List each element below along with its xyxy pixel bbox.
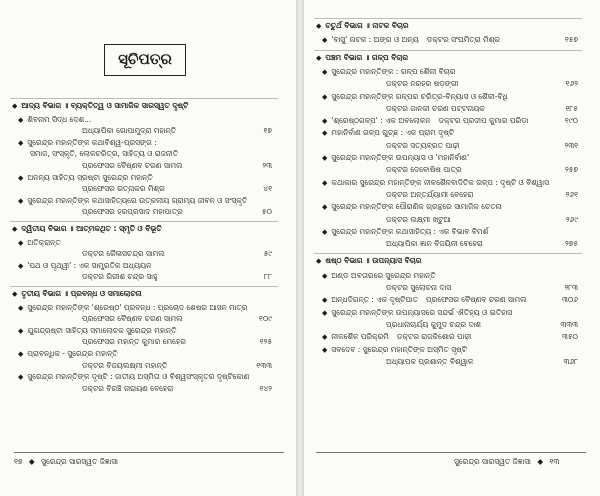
- entry-title: ଅନନ୍ୟ ସାହିତ୍ୟ ସ୍ରଷ୍ଟା ସୁରେନ୍ଦ୍ର ମହାନ୍ତି: [27, 172, 153, 182]
- entry-author: ଡକ୍ଟର ସଂଘମିତ୍ରା ମିଶ୍ର: [426, 35, 500, 45]
- diamond-bullet-icon: ◆: [18, 238, 24, 247]
- page-number: ୩୩୩: [560, 319, 578, 329]
- section-heading: [12, 289, 142, 299]
- entry-title: 'ଶ୍ରେଷ୍ଠଗଳ୍ପ' : ଏକ ଅବଲୋକନ: [331, 116, 431, 126]
- page-number: ୧୪୨: [259, 383, 272, 393]
- page-number: ୨୮୩: [564, 283, 578, 292]
- page-number: ୫୦: [261, 207, 272, 217]
- entry-title: ଶିବନାମ ସିଦ୍ଧ ଦେଶ...: [27, 114, 92, 124]
- entry-title: ସୁରେନ୍ଦ୍ର ମହାନ୍ତିଙ୍କ : ଗଳ୍ପ ଶୈଳୀ ବିଚାର: [331, 66, 456, 76]
- toc-entry-title: [322, 153, 469, 163]
- entry-title: ମହାନିର୍ବାଣ ଗଳ୍ପ ଗୁଚ୍ଛ : ଏକ ପ୍ରାମ ଦୃଷ୍ଟି: [331, 128, 455, 138]
- toc-entry-title: [18, 115, 91, 125]
- toc-entry-title: [322, 128, 454, 138]
- toc-entry-title: [322, 271, 436, 281]
- page-number: ୩୦୬: [561, 295, 578, 305]
- section-title: ଷଷ୍ଠ ବିଭାଗ ॥ ଉପନ୍ୟାସ ବିଚାର: [325, 256, 422, 266]
- entry-title: ସୁରେନ୍ଦ୍ର ମହାନ୍ତିଙ୍କ ଗଳ୍ପର ଚରିତ୍ର-ବିନ୍ୟାସ ଓ ଶୈଳୀ-ବିଧି: [331, 91, 508, 101]
- section-heading: [316, 53, 408, 63]
- page-number: ୫୯: [263, 249, 272, 259]
- toc-entry-title: [18, 196, 247, 206]
- diamond-bullet-icon: ◆: [322, 92, 328, 101]
- entry-author: ଡକ୍ଟର ସୁଲୋଚନା ଦାସ: [386, 283, 452, 292]
- page-number: ୨୩: [262, 161, 272, 170]
- entry-author: ଡକ୍ଟର ସତ୍ୟବ୍ରତ ପାଢ଼ୀ: [386, 140, 460, 150]
- entry-author: ଡକ୍ଟର ଦେବୋଷିଷ ପାତ୍ର: [386, 165, 462, 175]
- entry-title: ଅଣ୍ଡ ଅବତାରରେ ସୁରେନ୍ଦ୍ର ମହାନ୍ତି: [331, 270, 436, 280]
- diamond-bullet-icon: ◆: [18, 115, 24, 124]
- toc-entry-title: [322, 202, 502, 212]
- diamond-bullet-icon: ◆: [12, 102, 18, 110]
- section-rule: [314, 253, 582, 254]
- entry-title: ସୁରେନ୍ଦ୍ର ମହାନ୍ତିଙ୍କ କଥାବିଶ୍ୱ-ପ୍ରସଙ୍ଗ :: [27, 137, 157, 147]
- left-footer-rule: [14, 452, 284, 453]
- left-running-title: ସୁରେନ୍ଦ୍ର ସାରସ୍ୱତ ଜିଜ୍ଞାସା: [41, 457, 118, 466]
- page-number: ୮୮: [264, 272, 272, 282]
- section-rule: [10, 286, 278, 287]
- page-number: ୧୭: [263, 126, 272, 136]
- entry-title: କଥାକାର ସୁରେନ୍ଦ୍ର ମହାନ୍ତିଙ୍କ ନୀଳଶୈଳବାଦିତିକ ଗଳ୍ପ : ଦୃଷ୍ଟି ଓ ବିଶ୍ୱାସ: [331, 177, 550, 187]
- footer-bullet: ◆: [537, 457, 544, 466]
- toc-entry-title: [18, 303, 247, 313]
- section-rule: [10, 221, 278, 222]
- section-heading: [12, 224, 162, 234]
- entry-author: ପ୍ରଫେସର ମହାନ୍ତ କୁମାର ମେହେର: [82, 337, 186, 347]
- diamond-bullet-icon: ◆: [316, 53, 322, 62]
- diamond-bullet-icon: ◆: [322, 296, 328, 305]
- entry-author: ଅଧ୍ୟାପିକା ଗୋପାମୁଦ୍ରା ମହାନ୍ତି: [82, 126, 177, 136]
- toc-entry-title: [18, 138, 157, 148]
- page-number: ୨୩୧: [564, 140, 578, 150]
- page-number: ୨୫୭: [564, 165, 578, 175]
- entry-author: ପ୍ରଫେସର ବୈଷ୍ଣବ ଚରଣ ସାମଲ: [426, 295, 527, 305]
- section-heading: [12, 101, 188, 111]
- toc-entry-title: [322, 295, 527, 305]
- diamond-bullet-icon: ◆: [322, 227, 328, 236]
- diamond-bullet-icon: ◆: [322, 178, 328, 187]
- toc-entry-title: [18, 326, 176, 336]
- diamond-bullet-icon: ◆: [18, 138, 24, 147]
- entry-author: ଅଧ୍ୟାପିକା ଜ୍ଞାନ ବିଜୟିନୀ ବେହେରା: [386, 239, 483, 249]
- diamond-bullet-icon: ◆: [18, 373, 24, 382]
- page-number: ୧୩୩: [256, 360, 272, 370]
- diamond-bullet-icon: ◆: [18, 173, 24, 182]
- footer-bullet: ◆: [28, 457, 35, 466]
- section-rule: [10, 98, 278, 99]
- entry-title: ସୁରେନ୍ଦ୍ର ମହାନ୍ତିଙ୍କ 'ଶ୍ରେଷ୍ଠ' ପ୍ରବନ୍ଧ : ପ୍ରଚୋଦ ଶେଷର ଆସନ ମାତ୍ର: [27, 302, 248, 312]
- entry-author: ପ୍ରଫେସର ରତ୍ନାକର ମିଶ୍ର: [82, 184, 165, 194]
- left-page: [0, 0, 296, 496]
- page-number: ୧୬୨: [565, 79, 578, 89]
- toc-entry-title: [322, 332, 471, 342]
- entry-author: ଡକ୍ଟର ରାଜକିଶୋର ପାଢ଼ୀ: [396, 332, 472, 342]
- diamond-bullet-icon: ◆: [12, 290, 18, 298]
- entry-title: ସୁରେନ୍ଦ୍ର ମହାନ୍ତିଙ୍କ ଉପନ୍ୟାସରେ ସନ୍ଦର୍ଭ ଐତିହ୍ୟ ଓ ଇତିହାସ: [331, 307, 513, 317]
- right-footer: [454, 457, 559, 467]
- diamond-bullet-icon: ◆: [18, 326, 24, 335]
- page-number: ୨୬୧: [565, 189, 578, 199]
- page-number: ୧୦୯: [258, 314, 272, 324]
- entry-subtitle: ସମାଜ, ସଂସ୍କୃତି, ଲୋକଚରିତ୍ର, ସାହିତ୍ୟ ଓ ରାଜନୀତି: [30, 149, 179, 159]
- toc-entry-title: [18, 349, 118, 359]
- entry-title: ସୁରେନ୍ଦ୍ର ମହାନ୍ତିଙ୍କ ପୌରାଣିକ ଗ୍ରନ୍ଥରେ ସାମାଜିକ ଚେତନା: [331, 202, 502, 212]
- entry-author: ଅଧ୍ୟାପକ ପ୍ରଶାନ୍ତ ବିଶ୍ୱାଳ: [386, 356, 474, 366]
- section-title: ଦ୍ୱିତୀୟ ବିଭାଗ ॥ ଆତ୍ମକଥିତ : ସ୍ମୃତି ଓ ବିଭୂତି: [21, 224, 162, 233]
- page-number: ୩୫୦: [561, 332, 578, 342]
- left-page-number: ୧୭: [14, 457, 23, 466]
- entry-title: ଅତିକ୍ରାନ୍ତ: [27, 237, 61, 247]
- entry-author: ଡକ୍ଟର ନରହର ଷଡ଼ଙ୍ଗୀ: [386, 79, 459, 89]
- entry-author: ଡକ୍ଟର ଅନ୍ତର୍ଯ୍ୟାମୀ ବେହେରା: [386, 189, 474, 199]
- toc-entry-title: [18, 372, 249, 382]
- toc-entry-title: [322, 308, 512, 318]
- diamond-bullet-icon: ◆: [322, 345, 328, 354]
- entry-title: ସବଦେବ : ସୁରେନ୍ଦ୍ର ମହାନ୍ତିଙ୍କ ଅସ୍ମିତ ସୃଷ୍ଟି: [331, 344, 467, 354]
- diamond-bullet-icon: ◆: [322, 333, 328, 342]
- diamond-bullet-icon: ◆: [322, 67, 328, 76]
- entry-author: ଡକ୍ଟର ଲକ୍ଷ୍ମୀ ଖଟୁଆ: [386, 214, 451, 224]
- entry-title: ନୀଳଶୈଳ ପରିକ୍ରମି: [331, 332, 389, 342]
- page-number: ୧୯୦: [564, 116, 578, 126]
- diamond-bullet-icon: ◆: [322, 36, 328, 45]
- entry-title: ସୁରେନ୍ଦ୍ର ମହାନ୍ତିଙ୍କ ଉପନ୍ୟାସ ଓ 'ମହାନିର୍ବାଣ': [331, 153, 470, 162]
- diamond-bullet-icon: ◆: [18, 196, 24, 205]
- right-page: [304, 0, 600, 496]
- right-footer-rule: [316, 452, 586, 453]
- diamond-bullet-icon: ◆: [18, 350, 24, 358]
- entry-title: ସୁରେନ୍ଦ୍ର ମହାନ୍ତିଙ୍କ କଥାସାହିତ୍ୟରେ ଉତ୍କଳୀୟ ଗ୍ରାମ୍ୟ ଜୀବନ ଓ ସଂସ୍କୃତି: [27, 195, 248, 205]
- diamond-bullet-icon: ◆: [18, 303, 24, 312]
- page-number: ୧୮୫: [565, 103, 578, 113]
- right-page-number: ୧୩: [549, 457, 560, 466]
- toc-entry-title: [322, 116, 528, 126]
- toc-entry-title: [322, 178, 549, 188]
- entry-title: ଅନ୍ଧଦିଗନ୍ତ : ଏକ ଦୃଷ୍ଟିପାତ: [331, 295, 419, 305]
- diamond-bullet-icon: ◆: [316, 22, 322, 30]
- entry-author: ଡକ୍ଟର ବିରଞ୍ଚି ନାରାୟଣ ବେହେରା: [82, 383, 174, 393]
- left-footer: [14, 457, 118, 467]
- toc-entry-title: [322, 345, 467, 355]
- section-title: ପଞ୍ଚମ ବିଭାଗ ॥ ଗଳ୍ପ ବିଚାର: [325, 52, 409, 62]
- diamond-bullet-icon: ◆: [322, 129, 328, 138]
- entry-title: ଯୁଗନ୍ଦ୍ରଷ୍ଟା ସାହିତ୍ୟ ସମାଲୋଚକ ସୁରେନ୍ଦ୍ର ମହାନ୍ତି: [27, 325, 177, 335]
- page-number: ୧୨୫: [259, 337, 272, 347]
- section-rule: [314, 18, 582, 19]
- gutter: [296, 0, 304, 496]
- section-heading: [316, 21, 409, 31]
- toc-entry-title: [18, 173, 153, 183]
- entry-author: ଡକ୍ଟର କୈଳାସଚନ୍ଦ୍ର ସାମଲ: [82, 249, 165, 259]
- entry-author: ପ୍ରଫେସର ବୈଷ୍ଣବ ଚରଣ ସାମଲ: [82, 314, 183, 324]
- entry-author: ପ୍ରଫେସର ବୈଷ୍ଣବ ଚରଣ ସାମଲ: [82, 161, 183, 170]
- page-number: ୪୧: [263, 184, 272, 194]
- entry-author: ଡକ୍ଟର ଜାନକୀ ଚରଣ ପଟ୍ଟନାୟକ: [386, 103, 485, 113]
- entry-author: ଡକ୍ଟର ଗିରୀଶ ଚନ୍ଦ୍ର ସାହୁ: [82, 272, 158, 282]
- toc-entry-title: [322, 67, 455, 77]
- page-number: ୧୫୭: [564, 35, 578, 45]
- page-number: ୨୭୫: [564, 239, 578, 249]
- section-rule: [314, 50, 582, 51]
- section-title: ତୃତୀୟ ବିଭାଗ ॥ ପ୍ରବନ୍ଧ ଓ ସମାଲୋଚନା: [21, 289, 142, 298]
- diamond-bullet-icon: ◆: [322, 308, 328, 317]
- toc-entry-title: [322, 227, 488, 237]
- toc-entry-title: [18, 261, 151, 271]
- entry-title: 'ପଥ ଓ ପୃଥ୍ୱୀ' : ଏକ ସାମ୍ପ୍ରତିକ ଅଧ୍ୟୟନ: [27, 260, 152, 270]
- toc-entry-title: [322, 35, 500, 45]
- toc-title: ସୂଚିପତ୍ର: [104, 44, 186, 76]
- entry-author: ଡକ୍ଟର ବିଜୟଲକ୍ଷ୍ମୀ ମହାନ୍ତି: [82, 360, 168, 370]
- diamond-bullet-icon: ◆: [322, 271, 328, 280]
- entry-title: ସୁରେନ୍ଦ୍ର ମହାନ୍ତିଙ୍କ ଦୃଷ୍ଟି : ଜାତୀୟ ଅସ୍ମିତା ଓ ବିଶ୍ୱସଂସ୍କୃତର ଦୃଷ୍ଟିକୋଣ: [27, 372, 250, 382]
- page-number: ୨୬୯: [565, 214, 578, 224]
- diamond-bullet-icon: ◆: [18, 261, 24, 270]
- toc-entry-title: [18, 238, 61, 248]
- entry-title: 'ବାସୁ' ନାଟକ : ଅଙ୍ଗ ଓ ଅନ୍ୟ: [331, 35, 419, 45]
- diamond-bullet-icon: ◆: [322, 154, 328, 162]
- entry-title: ପ୍ରାବନ୍ଧିକ - ସୁରେନ୍ଦ୍ର ମହାନ୍ତି: [27, 349, 118, 358]
- entry-author: ପ୍ରଫେସର ହରପ୍ରସାଦ ମହାପାତ୍ର: [82, 207, 183, 217]
- diamond-bullet-icon: ◆: [322, 203, 328, 212]
- toc-entry-title: [322, 92, 508, 102]
- diamond-bullet-icon: ◆: [316, 257, 322, 266]
- diamond-bullet-icon: ◆: [322, 117, 328, 126]
- entry-author: ଡକ୍ଟର ପ୍ରଦୀପ କୁମାର ପରିଡ଼ା: [438, 116, 529, 126]
- entry-author: ପ୍ରଧାନାଚାର୍ଯ୍ୟ କୁମୁଦ ଚନ୍ଦ୍ର ଦାଶ: [386, 319, 481, 329]
- diamond-bullet-icon: ◆: [12, 225, 18, 233]
- page-number: ୩୬୮: [563, 356, 578, 366]
- right-running-title: ସୁରେନ୍ଦ୍ର ସାରସ୍ୱତ ଜିଜ୍ଞାସା: [454, 457, 531, 466]
- section-heading: [316, 256, 421, 266]
- section-title: ଆଦ୍ୟ ବିଭାଗ ॥ ବ୍ୟକ୍ତିତ୍ୱ ଓ ସାମାଜିକ ସାରସ୍ୱତ ଦୃଷ୍ଟି: [21, 101, 189, 110]
- section-title: ଚତୁର୍ଥ ବିଭାଗ ॥ ନାଟକ ବିଚାର: [325, 21, 409, 30]
- entry-title: ସୁରେନ୍ଦ୍ର ମହାନ୍ତିଙ୍କ କଥାସାହିତ୍ୟ : ଏକ ବିଭାବ ବିମର୍ଶ: [331, 226, 489, 236]
